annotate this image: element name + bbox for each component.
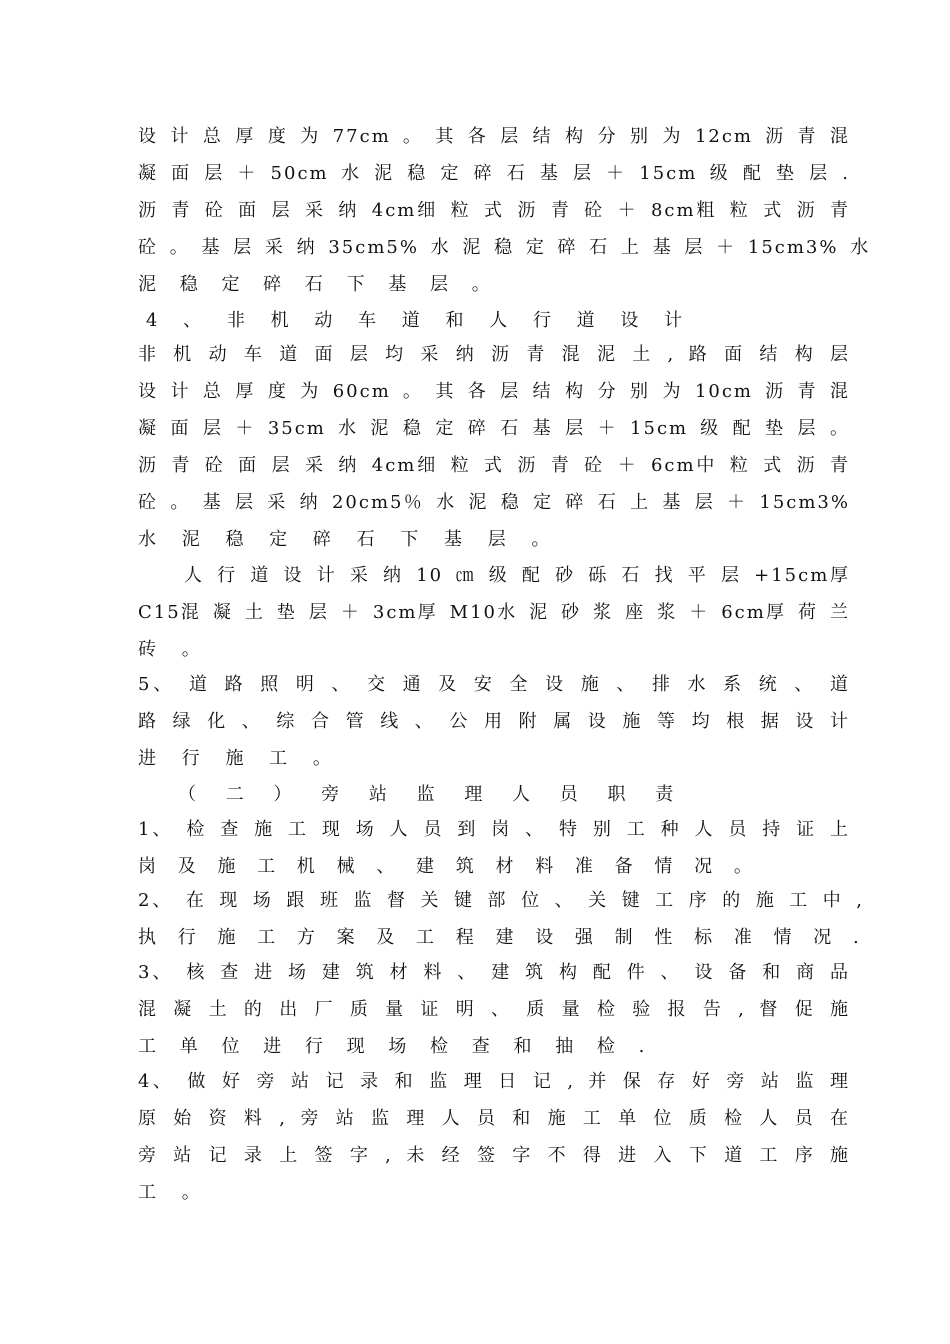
- section-heading: （ 二 ） 旁 站 监 理 人 员 职 责: [178, 784, 684, 805]
- paragraph-line: 4、 做 好 旁 站 记 录 和 监 理 日 记 , 并 保 存 好 旁 站 监 理: [138, 1071, 850, 1092]
- paragraph-line: 3、 核 查 进 场 建 筑 材 料 、 建 筑 构 配 件 、 设 备 和 商 品: [138, 962, 850, 983]
- paragraph-line: 泥 稳 定 碎 石 下 基 层 。: [138, 274, 497, 295]
- paragraph-line: 沥 青 砼 面 层 采 纳 4cm细 粒 式 沥 青 砼 ＋ 6cm中 粒 式 沥 青: [138, 455, 850, 476]
- paragraph-line: 进 行 施 工 。: [138, 748, 339, 769]
- paragraph-line: 非 机 动 车 道 面 层 均 采 纳 沥 青 混 泥 土 , 路 面 结 构 层: [138, 344, 850, 365]
- paragraph-line: 人 行 道 设 计 采 纳 10 ㎝ 级 配 砂 砾 石 找 平 层 +15cm厚: [184, 565, 850, 586]
- section-heading: 4 、 非 机 动 车 道 和 人 行 道 设 计: [146, 310, 691, 331]
- paragraph-line: 沥 青 砼 面 层 采 纳 4cm细 粒 式 沥 青 砼 ＋ 8cm粗 粒 式 沥 青: [138, 200, 850, 221]
- paragraph-line: 1、 检 查 施 工 现 场 人 员 到 岗 、 特 别 工 种 人 员 持 证 上: [138, 819, 850, 840]
- paragraph-line: 路 绿 化 、 综 合 管 线 、 公 用 附 属 设 施 等 均 根 据 设 计: [138, 711, 850, 732]
- paragraph-line: 混 凝 土 的 出 厂 质 量 证 明 、 质 量 检 验 报 告 , 督 促 施: [138, 999, 850, 1020]
- paragraph-line: 凝 面 层 ＋ 35cm 水 泥 稳 定 碎 石 基 层 ＋ 15cm 级 配 垫 层 。: [138, 418, 850, 439]
- paragraph-line: 旁 站 记 录 上 签 字 , 未 经 签 字 不 得 进 入 下 道 工 序 施: [138, 1145, 850, 1166]
- paragraph-line: 工 单 位 进 行 现 场 检 查 和 抽 检 .: [138, 1036, 652, 1057]
- paragraph-line: 砼 。 基 层 采 纳 20cm5％ 水 泥 稳 定 碎 石 上 基 层 ＋ 15cm3%: [138, 492, 850, 513]
- paragraph-line: 设 计 总 厚 度 为 60cm 。 其 各 层 结 构 分 别 为 10cm 沥 青 混: [138, 381, 850, 402]
- paragraph-line: 设 计 总 厚 度 为 77cm 。 其 各 层 结 构 分 别 为 12cm 沥 青 混: [138, 126, 850, 147]
- paragraph-line: C15混 凝 土 垫 层 ＋ 3cm厚 M10水 泥 砂 浆 座 浆 ＋ 6cm厚 荷 兰: [138, 602, 850, 623]
- paragraph-line: 5、 道 路 照 明 、 交 通 及 安 全 设 施 、 排 水 系 统 、 道: [138, 674, 850, 695]
- paragraph-line: 砼 。 基 层 采 纳 35cm5% 水 泥 稳 定 碎 石 上 基 层 ＋ 15cm3% 水: [138, 237, 871, 258]
- paragraph-line: 水 泥 稳 定 碎 石 下 基 层 。: [138, 529, 558, 550]
- paragraph-line: 原 始 资 料 , 旁 站 监 理 人 员 和 施 工 单 位 质 检 人 员 在: [138, 1108, 850, 1129]
- paragraph-line: 凝 面 层 ＋ 50cm 水 泥 稳 定 碎 石 基 层 ＋ 15cm 级 配 垫 层 .: [138, 163, 850, 184]
- paragraph-line: 执 行 施 工 方 案 及 工 程 建 设 强 制 性 标 准 情 况 .: [138, 927, 865, 948]
- paragraph-line: 砖 。: [138, 639, 208, 660]
- paragraph-line: 工 。: [138, 1182, 208, 1203]
- paragraph-line: 2、 在 现 场 跟 班 监 督 关 键 部 位 、 关 键 工 序 的 施 工 中 ,: [138, 890, 864, 911]
- paragraph-line: 岗 及 施 工 机 械 、 建 筑 材 料 准 备 情 况 。: [138, 856, 758, 877]
